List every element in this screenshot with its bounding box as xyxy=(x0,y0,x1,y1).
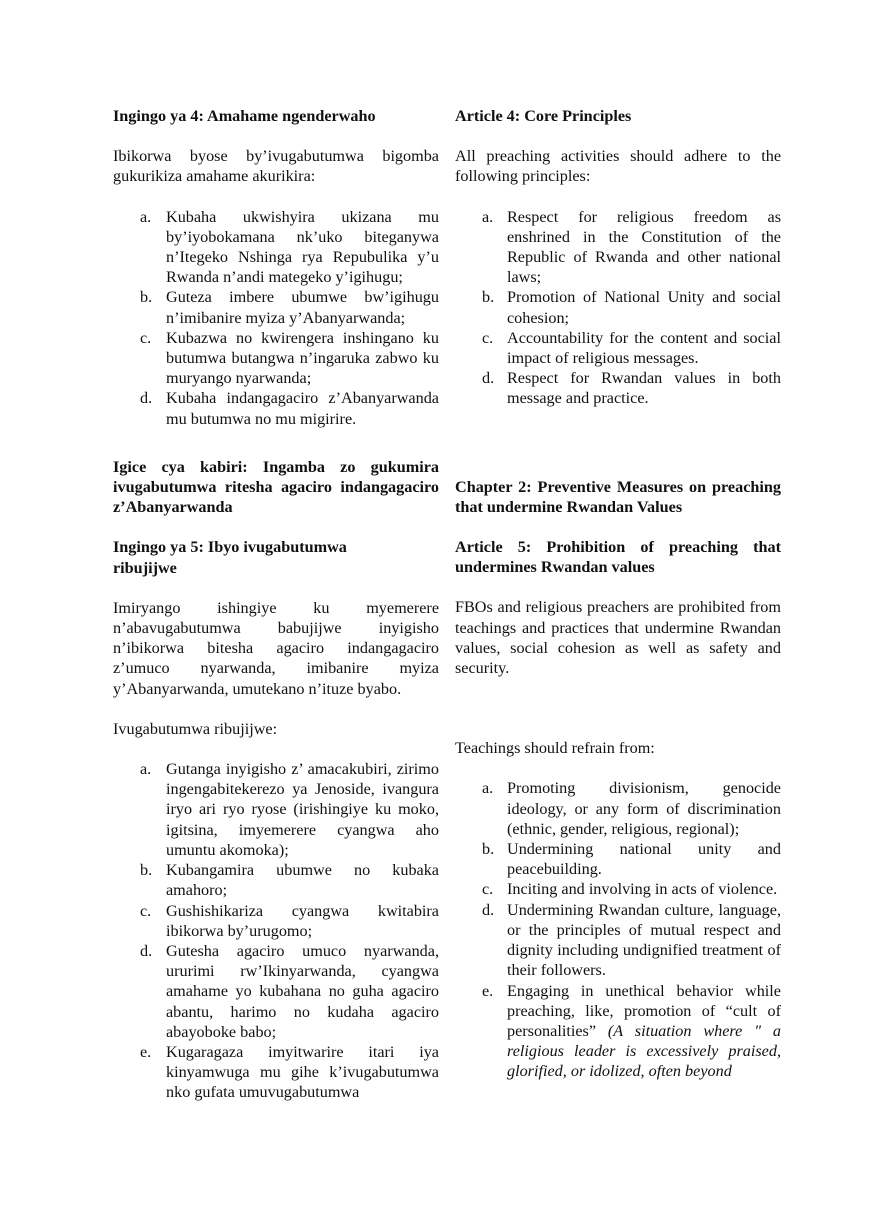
list-item-text: Inciting and involving in acts of violence. xyxy=(507,880,778,899)
list-item-text: Accountability for the content and social impact of religious messages. xyxy=(507,328,781,368)
list-item xyxy=(455,778,781,839)
list-item xyxy=(455,981,781,1082)
article-5-list-en xyxy=(455,778,781,1081)
list-item-text: Kubazwa no kwirengera inshingano ku butumwa butangwa n’ingaruka zabwo ku muryango nyarwanda; xyxy=(166,328,439,388)
list-item xyxy=(113,287,439,327)
article-4-list-en xyxy=(455,207,781,409)
article-4-heading-en: Article 4: Core Principles xyxy=(455,107,632,125)
chapter-2-heading-en: Chapter 2: Preventive Measures on preaching that undermine Rwandan Values xyxy=(455,477,781,516)
list-marker: c. xyxy=(482,880,494,899)
list-item xyxy=(113,328,439,389)
article-5-list-rw xyxy=(113,759,439,1102)
article-4-list-rw xyxy=(113,207,439,429)
article-4-intro-en: All preaching activities should adhere to the following principles: xyxy=(455,147,781,186)
article-5-heading-rw: Ingingo ya 5: Ibyo ivugabutumwa ribujijwe xyxy=(113,538,347,577)
list-item-text: Kubangamira ubumwe no kubaka amahoro; xyxy=(166,861,439,900)
article-5-intro-rw: Imiryango ishingiye ku myemerere n’abavugabutumwa babujijwe inyigisho n’ibikorwa bitesha agaciro indangagaciro z’umuco nyarwanda, imibanire myiza y’Abanyarwanda, umutekano n’ituze byabo. xyxy=(113,598,439,698)
list-marker: d. xyxy=(140,389,153,408)
list-marker: c. xyxy=(140,328,152,347)
list-item-text: Gutanga inyigisho z’ amacakubiri, zirimo ingengabitekerezo ya Jenoside, ivangura iryo ari ryo ryose (irishingiye ku moko, igitsina, imyemerere cyangwa aho umuntu akomoka); xyxy=(166,760,439,859)
list-item-text: Undermining Rwandan culture, language, or the principles of mutual respect and dignity including undignified treatment of their followers. xyxy=(507,900,781,980)
list-item xyxy=(113,759,439,860)
article-4-heading-rw: Ingingo ya 4: Amahame ngenderwaho xyxy=(113,107,376,125)
list-item-text: Promoting divisionism, genocide ideology, or any form of discrimination (ethnic, gender, religious, regional); xyxy=(507,779,781,838)
list-item-text: Promotion of National Unity and social cohesion; xyxy=(507,288,781,327)
chapter-2-heading-rw: Igice cya kabiri: Ingamba zo gukumira ivugabutumwa ritesha agaciro indangagaciro z’Abanyarwanda xyxy=(113,457,439,517)
list-item xyxy=(455,207,781,288)
article-5-heading-en: Article 5: Prohibition of preaching that undermines Rwandan values xyxy=(455,538,781,577)
list-marker: b. xyxy=(482,840,495,859)
list-item xyxy=(455,328,781,368)
list-item xyxy=(113,207,439,288)
list-item xyxy=(113,901,439,941)
list-item xyxy=(113,388,439,428)
list-marker: b. xyxy=(140,861,153,880)
list-item-text: Respect for religious freedom as enshrined in the Constitution of the Republic of Rwanda and other national laws; xyxy=(507,207,781,287)
list-marker: d. xyxy=(140,941,153,960)
list-item xyxy=(113,941,439,1042)
list-marker: e. xyxy=(482,981,494,1000)
list-marker: d. xyxy=(482,900,495,919)
list-marker: c. xyxy=(140,901,152,920)
list-marker: a. xyxy=(140,760,152,779)
list-item-text: Gutesha agaciro umuco nyarwanda, ururimi rw’Ikinyarwanda, cyangwa amahame yo kubahana no guha agaciro abantu, harimo no kudaha agaciro abayoboke babo; xyxy=(166,941,439,1041)
list-marker: a. xyxy=(482,779,494,798)
list-item xyxy=(455,879,781,899)
article-5-lead-en: Teachings should refrain from: xyxy=(455,739,655,758)
english-column xyxy=(455,106,781,1082)
list-item-text: Engaging in unethical behavior while preaching, like, promotion of “cult of personalities” xyxy=(507,981,781,1040)
list-item xyxy=(455,839,781,879)
list-item xyxy=(455,900,781,981)
list-item xyxy=(113,1042,439,1103)
list-marker: e. xyxy=(140,1042,152,1061)
list-item xyxy=(113,860,439,900)
list-marker: d. xyxy=(482,369,495,388)
list-item-text: Kubaha indangagaciro z’Abanyarwanda mu butumwa no mu migirire. xyxy=(166,389,439,428)
list-item-text: Gushishikariza cyangwa kwitabira ibikorwa by’urugomo; xyxy=(166,901,439,940)
italic-definition: (A situation where " a religious leader is excessively praised, glorified, or idolized, often beyond xyxy=(507,1021,782,1081)
list-item-text: Kubaha ukwishyira ukizana mu by’iyobokamana nk’uko biteganywa n’Itegeko Nshinga rya Repubulika y’u Rwanda n’andi mategeko y’igihugu; xyxy=(166,207,439,287)
article-4-intro-rw: Ibikorwa byose by’ivugabutumwa bigomba gukurikiza amahame akurikira: xyxy=(113,147,439,186)
list-marker: a. xyxy=(482,207,494,226)
article-5-intro-en: FBOs and religious preachers are prohibited from teachings and practices that undermine Rwandan values, social cohesion as well as safety and security. xyxy=(455,598,781,678)
list-item-text: Guteza imbere ubumwe bw’igihugu n’imibanire myiza y’Abanyarwanda; xyxy=(166,288,439,327)
list-marker: a. xyxy=(140,207,152,226)
list-item xyxy=(455,368,781,408)
article-5-lead-rw: Ivugabutumwa ribujijwe: xyxy=(113,719,278,738)
list-item-text: Respect for Rwandan values in both message and practice. xyxy=(507,369,781,408)
list-marker: b. xyxy=(140,288,153,307)
list-item xyxy=(455,287,781,327)
kinyarwanda-column xyxy=(113,106,439,1103)
list-item-text: Undermining national unity and peacebuilding. xyxy=(507,840,781,879)
list-marker: c. xyxy=(482,328,494,347)
list-marker: b. xyxy=(482,288,495,307)
list-item-text: Kugaragaza imyitwarire itari iya kinyamwuga mu gihe k’ivugabutumwa nko gufata umuvugabutumwa xyxy=(166,1042,439,1102)
